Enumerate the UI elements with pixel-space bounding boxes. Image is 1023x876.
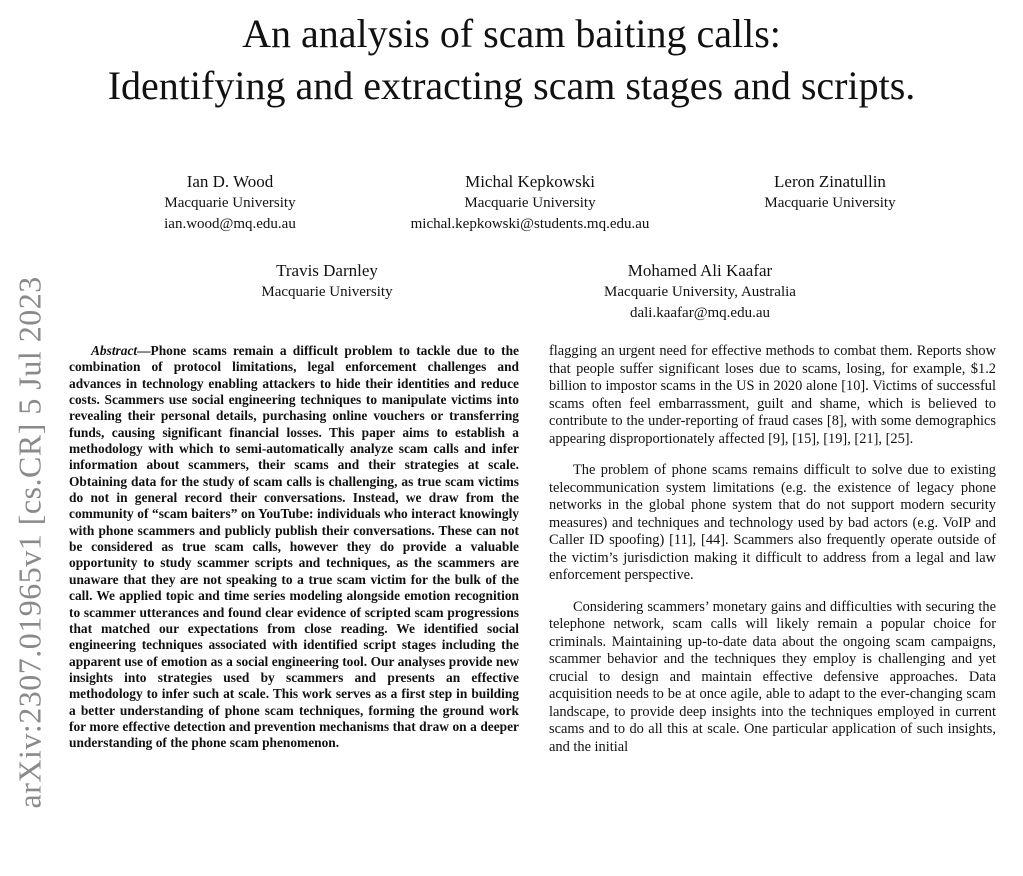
- author-name: Travis Darnley: [276, 261, 378, 280]
- author-email: ian.wood@mq.edu.au: [164, 216, 296, 232]
- arxiv-stamp: arXiv:2307.01965v1 [cs.CR] 5 Jul 2023: [11, 276, 48, 809]
- author-affiliation: Macquarie University: [261, 284, 393, 300]
- author-name: Michal Kepkowski: [465, 172, 595, 191]
- author-name: Leron Zinatullin: [774, 172, 886, 191]
- author-name: Ian D. Wood: [186, 172, 274, 191]
- abstract-heading: Abstract: [91, 343, 138, 358]
- title-line-1: An analysis of scam baiting calls:: [242, 11, 781, 56]
- author-affiliation: Macquarie University, Australia: [604, 284, 796, 300]
- body-paragraph: Considering scammers’ monetary gains and difficulties with securing the telephone network, scam calls will likely remain a popular choice for criminals. Maintaining up-to-date data about the ongoing scam campaigns, scammer behavior and the techniques they employ is challenging and yet crucial to design and maintain effective defensive approaches. Data acquisition needs to be at once agile, able to adapt to the ever-changing scam landscape, to provide deep insights into the techniques employed in current scams and to do all this at scale. One particular application of such insights, and the initial: [549, 598, 996, 755]
- author-name: Mohamed Ali Kaafar: [627, 261, 773, 280]
- author-block: [730, 171, 930, 214]
- author-email: dali.kaafar@mq.edu.au: [629, 305, 770, 321]
- author-affiliation: Macquarie University: [164, 195, 296, 211]
- author-affiliation: Macquarie University: [464, 195, 596, 211]
- paper-title: [0, 8, 1023, 112]
- body-column: [549, 343, 996, 770]
- title-line-2: Identifying and extracting scam stages and scripts.: [107, 63, 916, 108]
- author-email: michal.kepkowski@students.mq.edu.au: [410, 216, 650, 232]
- body-paragraph: The problem of phone scams remains difficult to solve due to existing telecommunication system limitations (e.g. the existence of legacy phone networks in the global phone system that do not support modern security measures) and techniques and technology used by bad actors (e.g. VoIP and Caller ID spoofing) [11], [44]. Scammers also frequently operate outside of the victim’s jurisdiction making it difficult to address from a legal and law enforcement perspective.: [549, 462, 996, 583]
- body-paragraph: flagging an urgent need for effective methods to combat them. Reports show that people suffer significant loses due to scams, losing, for example, $1.2 billion to impostor scams in the US in 2020 alone [10]. Victims of successful scams often feel embarrassment, guilt and shame, which is believed to contribute to the under-reporting of fraud cases [8], with some demographics appearing disproportionately affected [9], [15], [19], [21], [25].: [549, 343, 996, 447]
- author-block: [370, 171, 690, 235]
- author-block: [130, 171, 330, 235]
- abstract: [69, 343, 519, 752]
- author-block: [560, 260, 840, 324]
- author-affiliation: Macquarie University: [764, 195, 896, 211]
- author-block: [227, 260, 427, 303]
- abstract-text: —Phone scams remain a difficult problem to tackle due to the combination of protocol limitations, legal enforcement challenges and advances in technology enabling attackers to hide their identities and reduce costs. Scammers use social engineering techniques to manipulate victims into revealing their personal details, purchasing online vouchers or transferring funds, causing significant financial losses. This paper aims to establish a methodology with which to semi-automatically analyze scam calls and infer information about scammers, their scams and their strategies at scale. Obtaining data for the study of scam calls is challenging, as true scam victims do not in general record their conversations. Instead, we draw from the community of “scam baiters” on YouTube: individuals who interact knowingly with phone scammers and publicly publish their conversations. These can not be considered as true scam calls, however they do provide a valuable opportunity to study scammer scripts and techniques, as the scammers are unaware that they are not speaking to a true scam victim for the bulk of the call. We applied topic and time series modeling alongside emotion recognition to scammer utterances and found clear evidence of scripted scam progressions that matched our expectations from close reading. We identified social engineering techniques associated with identified script stages including the apparent use of emotion as a social engineering tool. Our analyses provide new insights into strategies used by scammers and presents an effective methodology to infer such at scale. This work serves as a first step in building a better understanding of phone scam techniques, forming the ground work for more effective detection and prevention mechanisms that draw on a deeper understanding of the phone scam phenomenon.: [69, 343, 519, 751]
